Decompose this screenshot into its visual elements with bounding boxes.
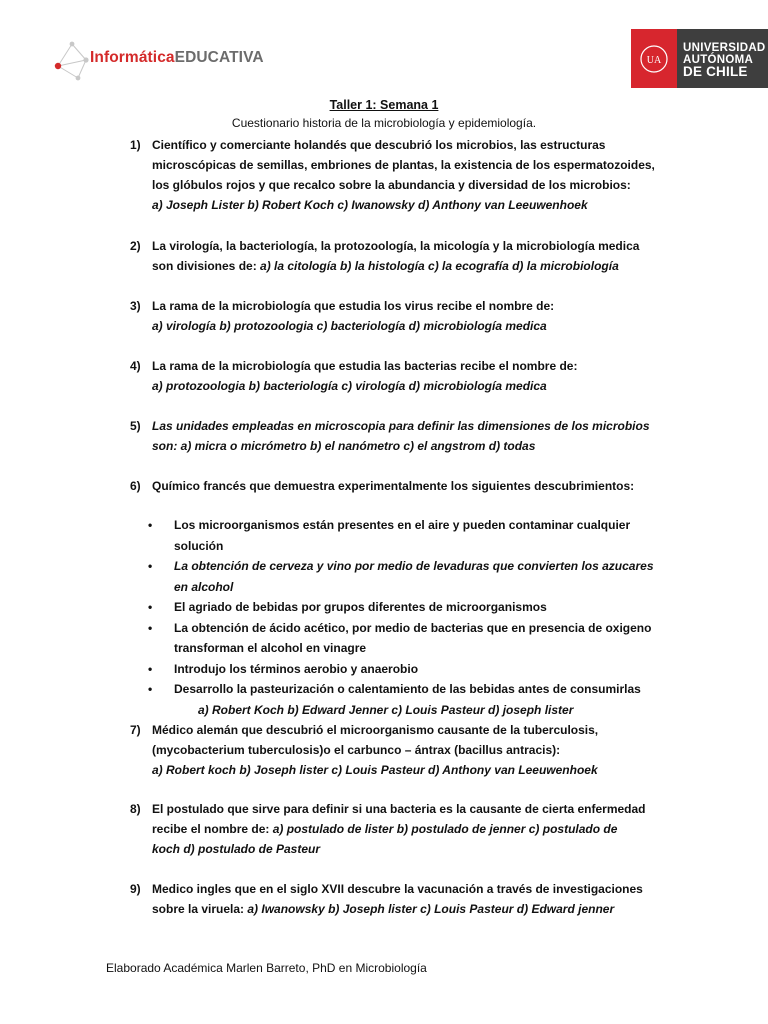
list-item: transforman el alcohol en vinagre (174, 641, 367, 655)
logo-wordmark: InformáticaEDUCATIVA (90, 49, 264, 66)
informatica-educativa-logo (50, 36, 280, 86)
list-item: • Introdujo los términos aerobio y anaerobio (148, 661, 419, 676)
list-item: solución (174, 538, 224, 553)
list-item: en alcohol (174, 579, 234, 594)
question-6-bullet-list (148, 515, 654, 720)
list-item: • El agriado de bebidas por grupos diferentes de microorganismos (148, 600, 547, 614)
ua-red-block (631, 29, 677, 88)
universidad-autonoma-logo (631, 29, 768, 88)
university-seal-icon (639, 44, 669, 74)
page-title: Taller 1: Semana 1 (329, 98, 439, 112)
list-item: • La obtención de cerveza y vino por medio de levaduras que convierten los azucares (148, 559, 654, 573)
page-footer: Elaborado Académica Marlen Barreto, PhD en Microbiología (106, 961, 427, 975)
list-item: • Desarrollo la pasteurización o calentamiento de las bebidas antes de consumirlas (148, 682, 641, 696)
page-subtitle: Cuestionario historia de la microbiología y epidemiología. (231, 116, 537, 130)
svg-text:UA: UA (646, 55, 662, 66)
question-6-answers: a) Robert Koch b) Edward Jenner c) Louis Pasteur d) joseph lister (198, 702, 574, 717)
document-page: InformáticaEDUCATIVA UA UNIVERSIDAD AUTÓNOMA DE CHILE Taller 1: Semana 1 Cuestionario historia de la microbiología y epidemiología. 1) Científico y comerciante holandés que descubrió los microbios, las estructuras microscópicas de semillas, embriones de plantas, la existencia de los espermatozoides, los glóbulos rojos y que recalco sobre la abundancia y diversidad de los microbios: a) Joseph Lister b) Robert Koch c) Iwanowsky d) Anthony van Leeuwenhoek 2) La virología, la bacteriología, la protozoología, la micología y la microbiología medica son divisiones de: a) la citología b) la histología c) la ecografía d) la microbiología 3) La rama de la microbiología que estudia los virus recibe el nombre de: a) virología b) protozoologia c) bacteriología d) microbiología medica 4) La rama de la microbiología que estudia las bacterias recibe el nombre de: a) protozoologia b) bacteriología c) virología d) microbiología medica 5) Las unidades empleadas en microscopia para definir las dimensiones de los microbios son: a) micra o micrómetro b) el nanómetro c) el angstrom d) todas 6) Químico francés que demuestra experimentalmente los siguientes descubrimientos: • Los microorganismos están presentes en el aire y pueden contaminar cualquier solución • La obtención de cerveza y vino por medio de levaduras que convierten los azucares en alcohol • El agriado de bebidas por grupos diferentes de microorganismos • La obtención de ácido acético, por medio de bacterias que en presencia de oxigeno transforman el alcohol en vinagre • Introdujo los términos aerobio y anaerobio • Desarrollo la pasteurización o calentamiento de las bebidas antes de consumirlas a) Robert Koch b) Edward Jenner c) Louis Pasteur d) joseph lister 7) Médico alemán que descubrió el microorganismo causante de la tuberculosis, (mycobacterium tuberculosis)o el carbunco – ántrax (bacillus antracis): a) Robert koch b) Joseph lister c) Louis Pasteur d) Anthony van Leeuwenhoek 8) El postulado que sirve para definir si una bacteria es la causante de cierta enfermedad recibe el nombre de: a) postulado de lister b) postulado de jenner c) postulado de koch d) postulado de Pasteur 9) Medico ingles que en el siglo XVII descubre la vacunación a través de investigaciones sobre la viruela: a) Iwanowsky b) Joseph lister c) Louis Pasteur d) Edward jenner Elaborado Académica Marlen Barreto, PhD en Microbiología (0, 0, 768, 1024)
list-item: • Los microorganismos están presentes en el aire y pueden contaminar cualquier (148, 518, 631, 532)
university-name: UNIVERSIDAD AUTÓNOMA DE CHILE (683, 42, 766, 79)
list-item: • La obtención de ácido acético, por medio de bacterias que en presencia de oxigeno (148, 620, 652, 635)
